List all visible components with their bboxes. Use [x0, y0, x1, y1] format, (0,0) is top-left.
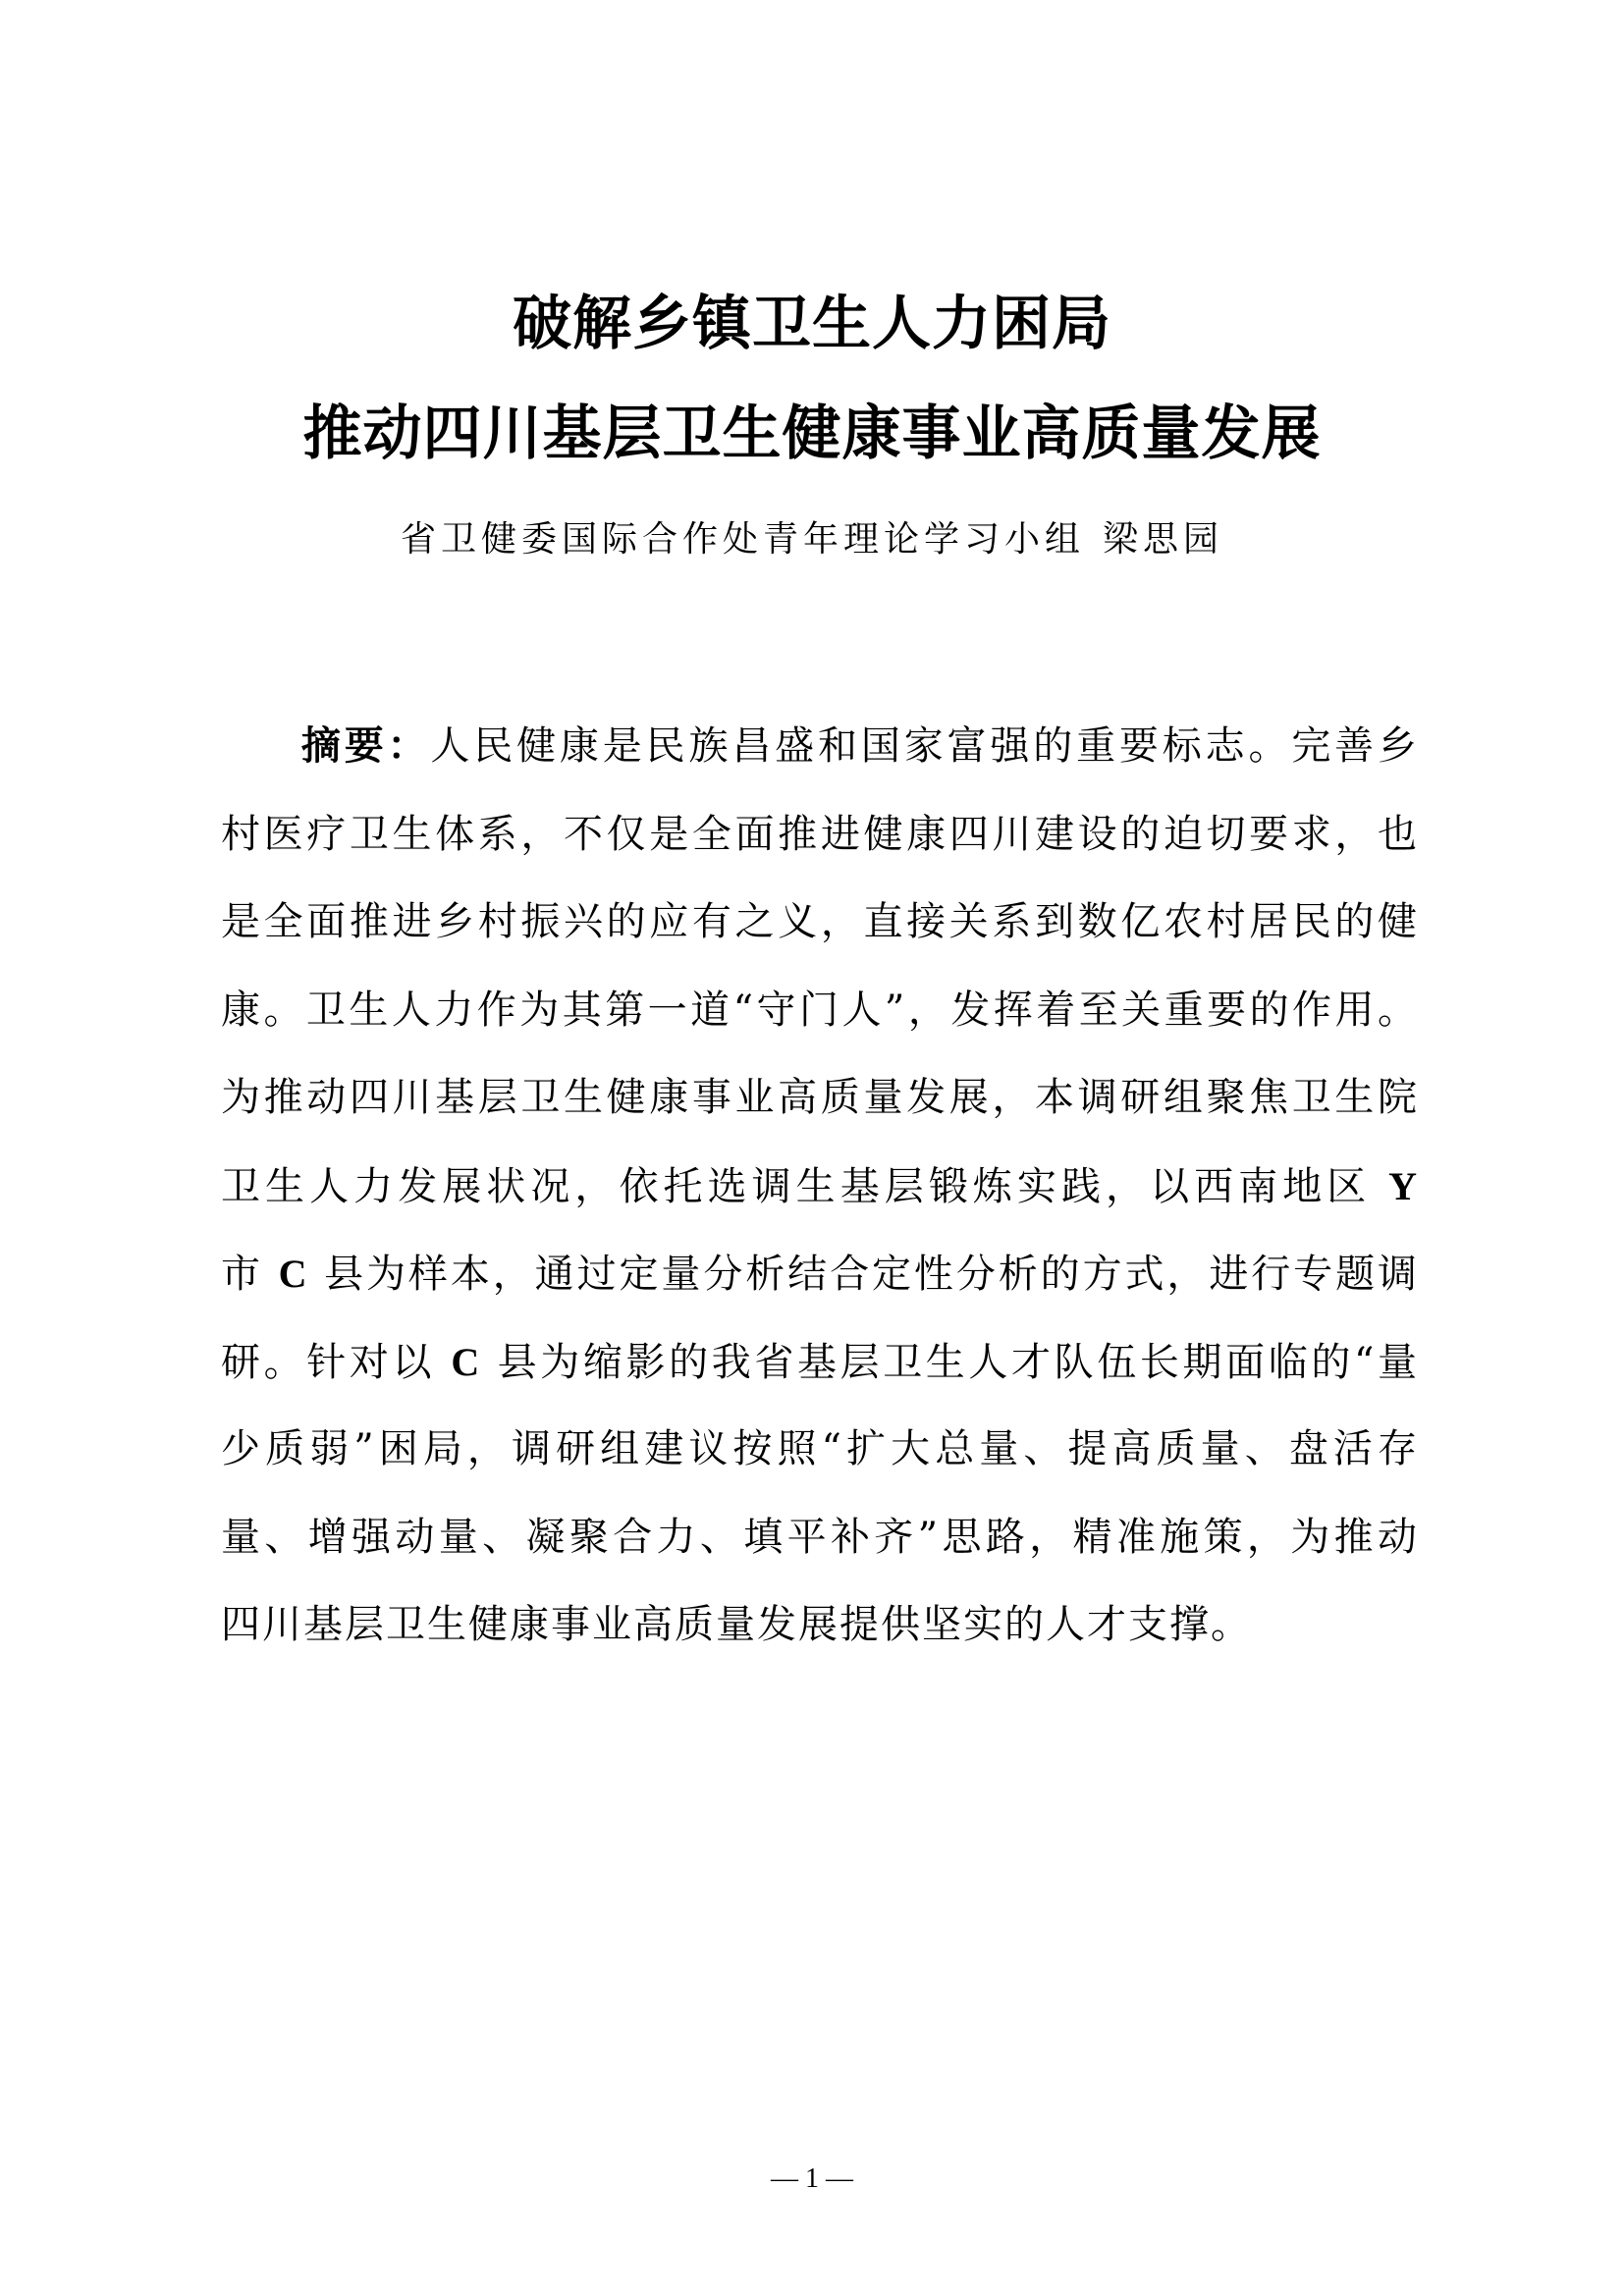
author-byline: [0, 520, 1624, 560]
abstract-text: Y: [1388, 1163, 1420, 1208]
abstract-text: 县为缩影的我省基层卫生人才队伍长期面临的“量: [497, 1339, 1420, 1385]
abstract-text: 县为样本，通过定量分析结合定性分析的方式，进行专题调: [324, 1252, 1420, 1297]
author-name: 梁思园: [1103, 519, 1224, 560]
abstract-line: 村医疗卫生体系，不仅是全面推进健康四川建设的迫切要求，也: [221, 811, 1419, 857]
abstract-text: 研。针对以: [221, 1339, 436, 1385]
author-group: 省卫健委国际合作处青年理论学习小组: [400, 519, 1085, 560]
abstract-line: 为推动四川基层卫生健康事业高质量发展，本调研组聚焦卫生院: [221, 1075, 1419, 1120]
abstract-line: [221, 1318, 1419, 1407]
abstract-text: 人民健康是民族昌盛和国家富强的重要标志。完善乡: [430, 723, 1420, 769]
page-number: — 1 —: [771, 2163, 853, 2194]
abstract-text: 卫生人力发展状况，依托选调生基层锻炼实践，以西南地区: [221, 1163, 1372, 1209]
abstract-line: 康。卫生人力作为其第一道“守门人”，发挥着至关重要的作用。: [221, 987, 1419, 1033]
abstract-line: [221, 1230, 1419, 1318]
title-line-1: 破解乡镇卫生人力困局: [513, 290, 1111, 358]
abstract-text: C: [278, 1252, 309, 1296]
abstract-text: 市: [221, 1252, 263, 1297]
abstract-label: 摘要：: [299, 723, 431, 769]
abstract-line: 是全面推进乡村振兴的应有之义，直接关系到数亿农村居民的健: [221, 899, 1419, 944]
abstract-line: [221, 703, 1419, 791]
abstract-text: C: [451, 1339, 482, 1384]
title-line-2: 推动四川基层卫生健康事业高质量发展: [302, 400, 1322, 468]
abstract-line: [221, 1143, 1419, 1231]
abstract-line: 四川基层卫生健康事业高质量发展提供坚实的人才支撑。: [221, 1602, 1252, 1647]
document-title: [0, 290, 1624, 468]
abstract-line: 量、增强动量、凝聚合力、填平补齐”思路，精准施策，为推动: [221, 1514, 1419, 1560]
abstract-paragraph: [221, 703, 1419, 1670]
abstract-line: 少质弱”困局，调研组建议按照“扩大总量、提高质量、盘活存: [221, 1426, 1419, 1471]
